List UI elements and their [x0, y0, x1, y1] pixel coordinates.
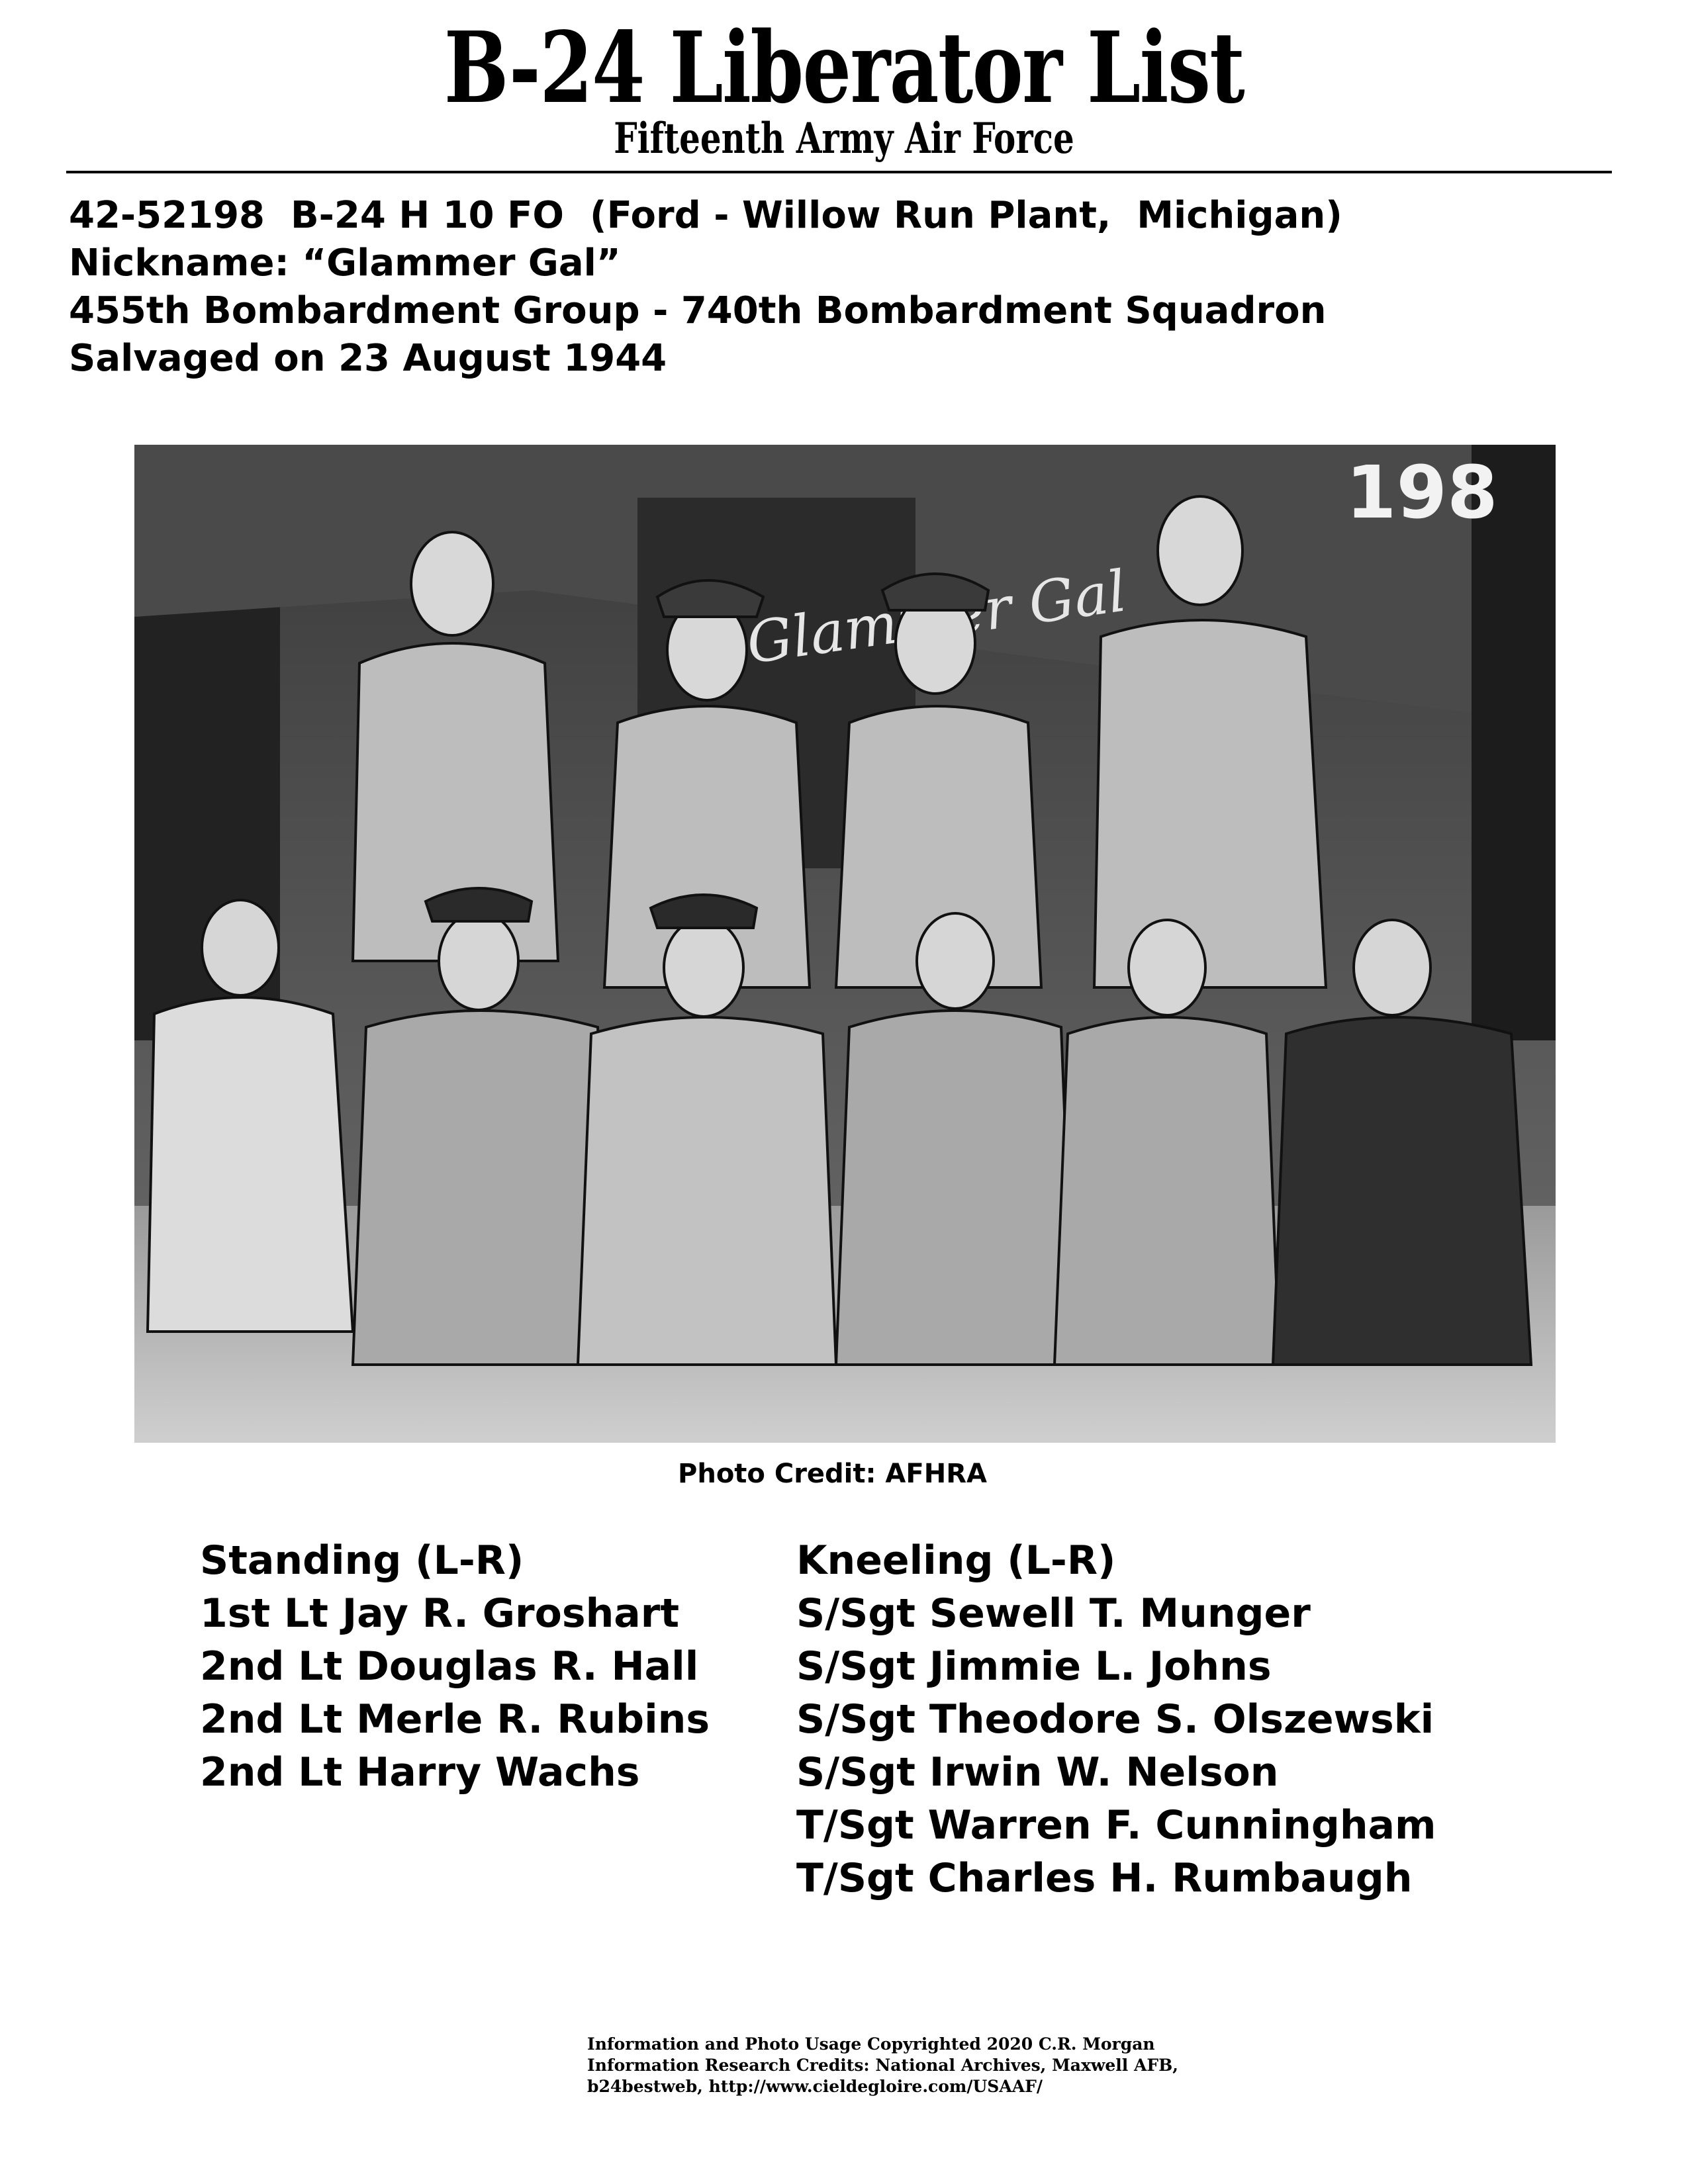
crew-name: 2nd Lt Douglas R. Hall [200, 1643, 699, 1690]
aircraft-serial: 42-52198 B-24 H 10 FO (Ford - Willow Run Plant, Michigan) [69, 194, 1342, 237]
crew-name: S/Sgt Sewell T. Munger [796, 1590, 1311, 1637]
crew-name: S/Sgt Jimmie L. Johns [796, 1643, 1272, 1690]
kneeling-crew-list [796, 1534, 1436, 1905]
tail-number: 198 [1346, 450, 1498, 535]
copyright-footer [587, 2034, 1178, 2097]
page-subtitle: Fifteenth Army Air Force [614, 114, 1074, 163]
crew-name: S/Sgt Theodore S. Olszewski [796, 1696, 1434, 1743]
research-credits-line: Information Research Credits: National Archives, Maxwell AFB, [587, 2056, 1178, 2075]
crew-name: 1st Lt Jay R. Groshart [200, 1590, 680, 1637]
crew-name: 2nd Lt Merle R. Rubins [200, 1696, 710, 1743]
photo-credit: Photo Credit: AFHRA [678, 1459, 987, 1489]
standing-heading: Standing (L-R) [200, 1537, 524, 1584]
kneeling-heading: Kneeling (L-R) [796, 1537, 1116, 1584]
nose-art-text: Glammer Gal [743, 558, 1131, 677]
crew-name: 2nd Lt Harry Wachs [200, 1749, 640, 1796]
crew-name: T/Sgt Warren F. Cunningham [796, 1802, 1436, 1848]
aircraft-unit: 455th Bombardment Group - 740th Bombardment Squadron [69, 289, 1327, 332]
aircraft-info [69, 192, 1342, 383]
copyright-line: Information and Photo Usage Copyrighted 2020 C.R. Morgan [587, 2034, 1155, 2054]
title-divider [66, 171, 1612, 173]
crew-name: T/Sgt Charles H. Rumbaugh [796, 1855, 1413, 1901]
crew-photo [134, 445, 1556, 1443]
page-title: B-24 Liberator List [444, 10, 1244, 125]
standing-crew-list [200, 1534, 710, 1799]
aircraft-fate: Salvaged on 23 August 1944 [69, 337, 667, 380]
crew-name: S/Sgt Irwin W. Nelson [796, 1749, 1279, 1796]
aircraft-nickname: Nickname: “Glammer Gal” [69, 242, 621, 285]
research-sources-line: b24bestweb, http://www.cieldegloire.com/USAAF/ [587, 2077, 1043, 2096]
